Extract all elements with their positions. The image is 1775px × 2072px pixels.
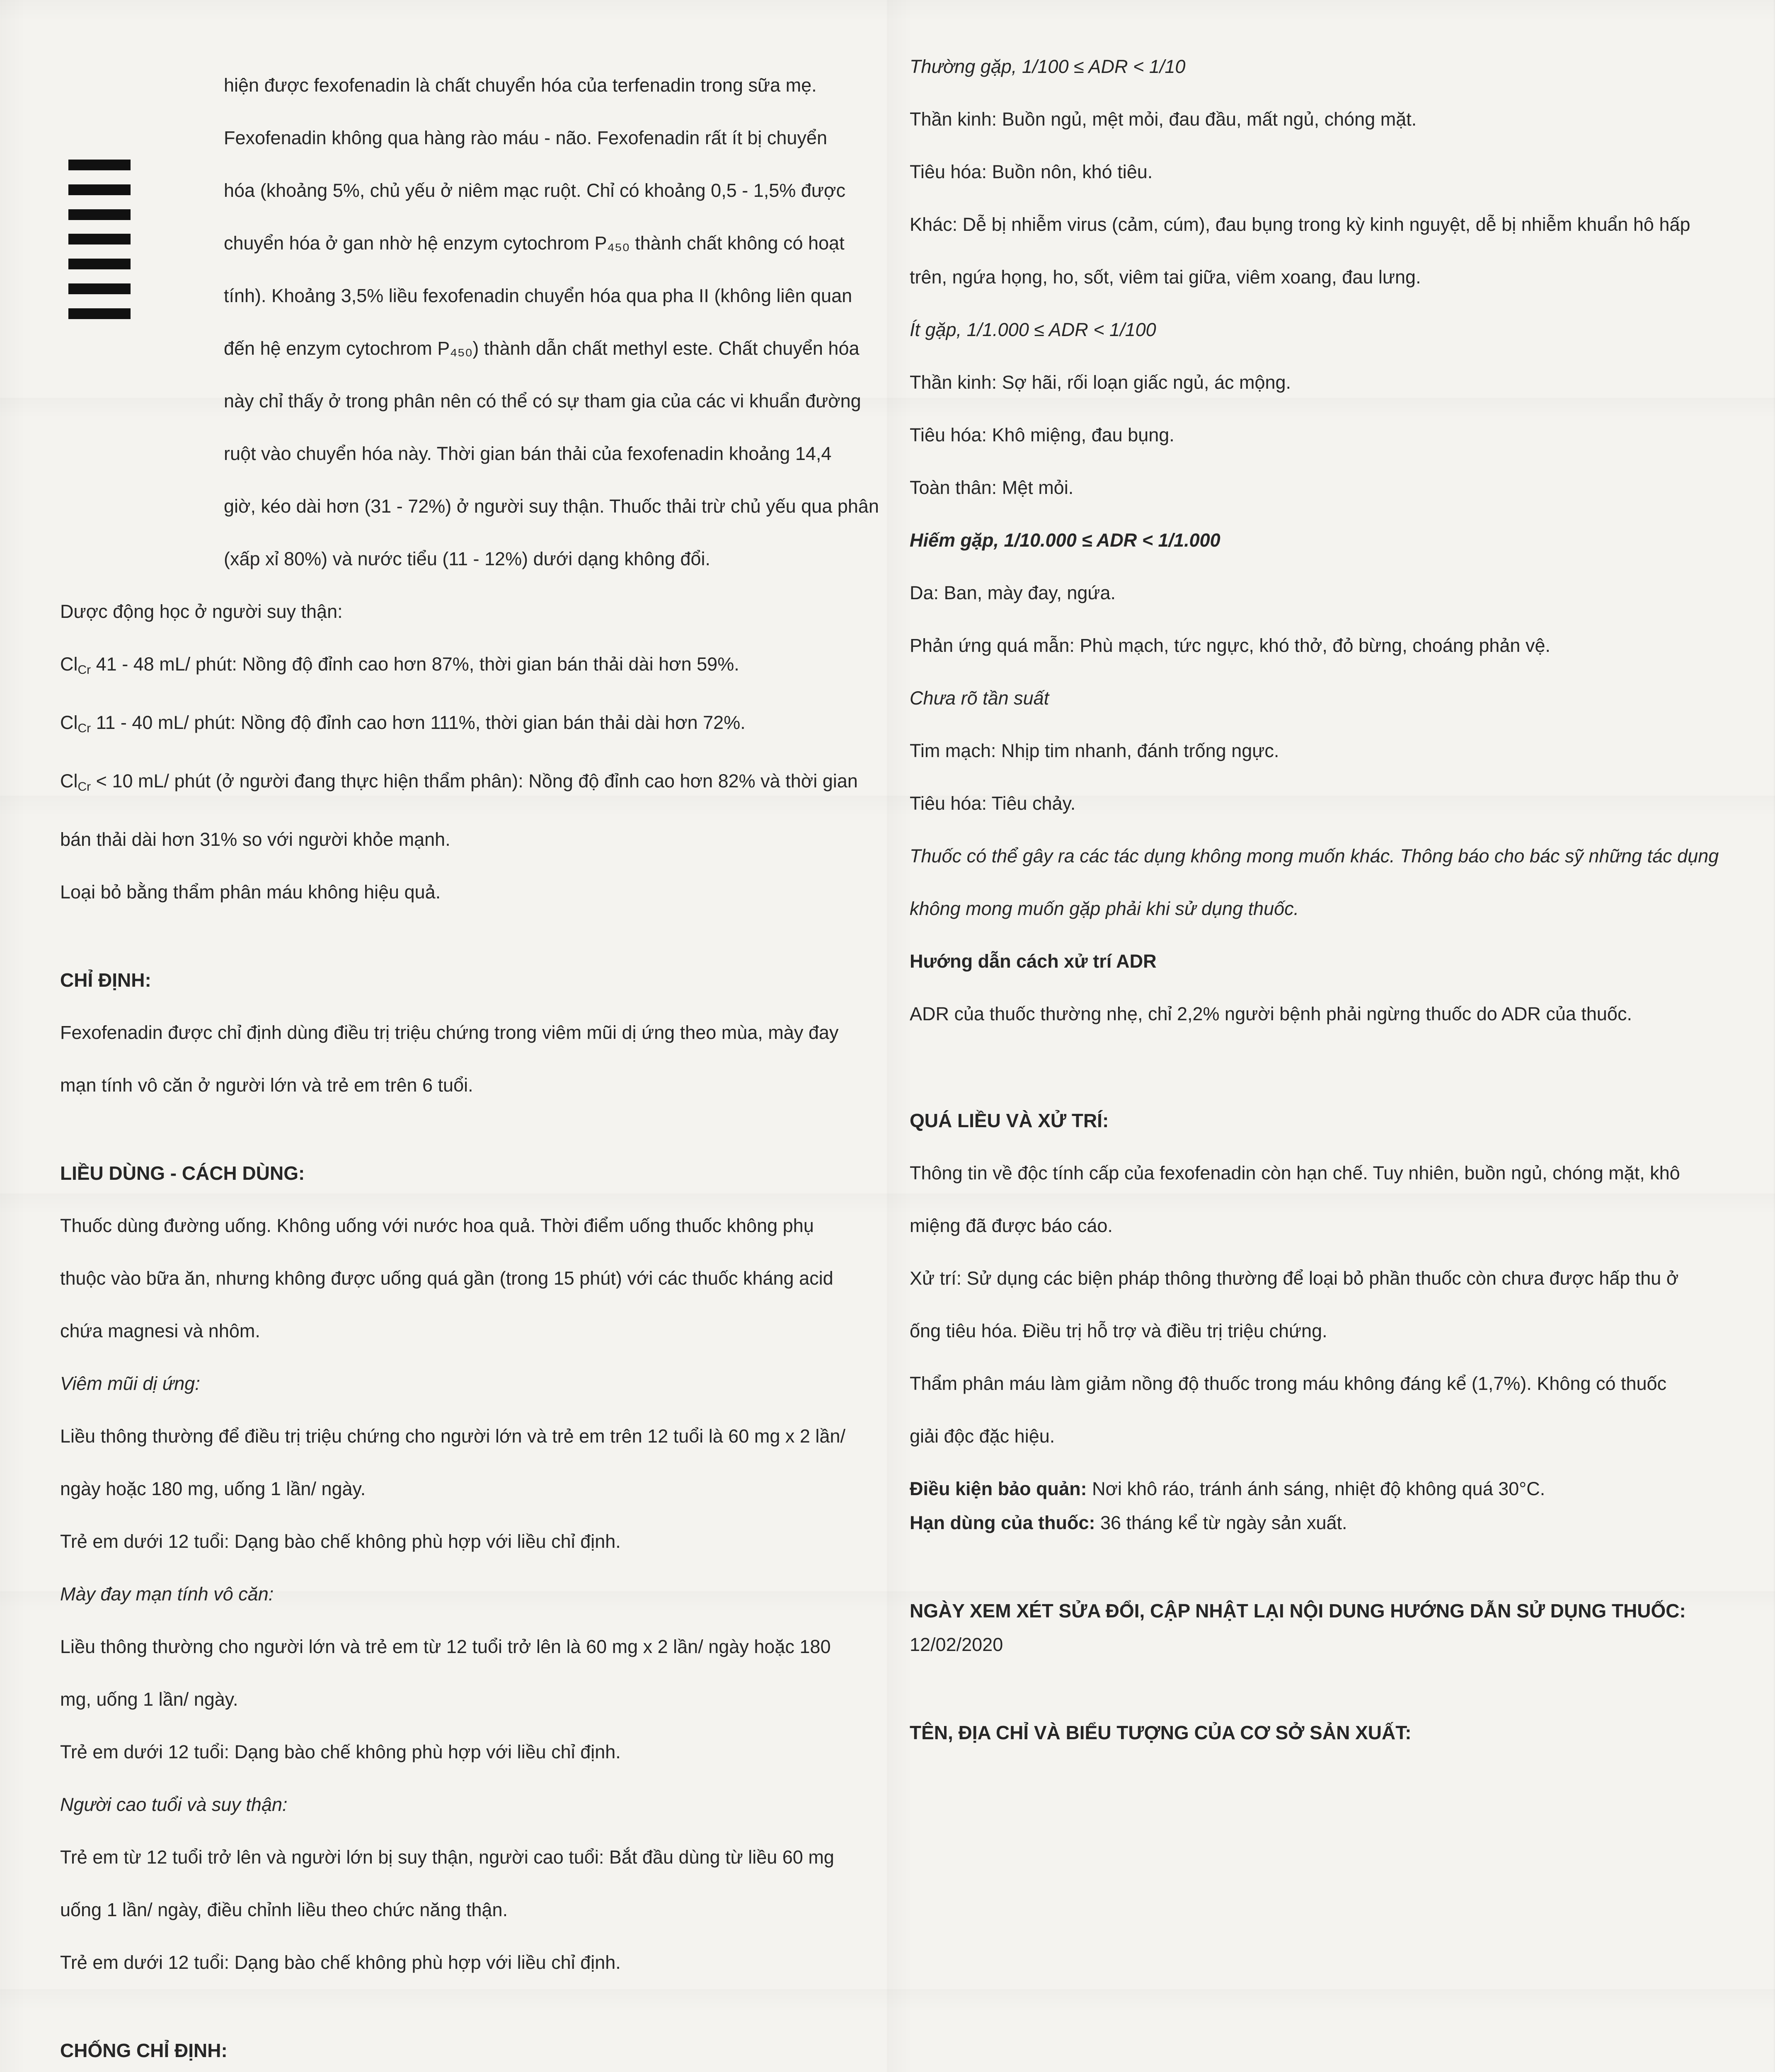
clearance-subscript: Cr: [77, 663, 91, 677]
clearance-subscript: Cr: [77, 780, 91, 794]
text-line: Xử trí: Sử dụng các biện pháp thông thường để loại bỏ phần thuốc còn chưa được hấp thu ở: [910, 1268, 1679, 1289]
text-line: ngày hoặc 180 mg, uống 1 lần/ ngày.: [60, 1478, 366, 1499]
renal-clearance-line: [60, 647, 885, 687]
unknown-adr-text: [910, 734, 1722, 821]
text-line: Tiêu hóa: Tiêu chảy.: [910, 793, 1076, 814]
rhinitis-text: [60, 1419, 885, 1559]
expiry-value: 36 tháng kể từ ngày sản xuất.: [1095, 1512, 1347, 1533]
text-line: hóa (khoảng 5%, chủ yếu ở niêm mạc ruột. Chỉ có khoảng 0,5 - 1,5% được: [224, 180, 845, 201]
renal-pk-list: [60, 647, 885, 804]
text-line: Thuốc dùng đường uống. Không uống với nước hoa quả. Thời điểm uống thuốc không phụ: [60, 1215, 814, 1236]
rhinitis-subtitle: Viêm mũi dị ứng:: [60, 1373, 200, 1394]
text-line: Thần kinh: Buồn ngủ, mệt mỏi, đau đầu, mất ngủ, chóng mặt.: [910, 109, 1417, 130]
text-line: Thuốc có thể gây ra các tác dụng không mong muốn khác. Thông báo cho bác sỹ những tác dụng: [910, 845, 1719, 867]
text-line: ruột vào chuyển hóa này. Thời gian bán thải của fexofenadin khoảng 14,4: [224, 443, 832, 464]
review-date: 12/02/2020: [910, 1634, 1003, 1655]
rare-adr-title: Hiếm gặp, 1/10.000 ≤ ADR < 1/1.000: [910, 530, 1220, 551]
common-adr-title: Thường gặp, 1/100 ≤ ADR < 1/10: [910, 56, 1186, 77]
text-line: miệng đã được báo cáo.: [910, 1215, 1113, 1236]
text-line: chứa magnesi và nhôm.: [60, 1320, 260, 1341]
unknown-adr-title: Chưa rõ tần suất: [910, 687, 1049, 709]
renal-pk-extra: [60, 823, 885, 909]
review-heading: NGÀY XEM XÉT SỬA ĐỔI, CẬP NHẬT LẠI NỘI DUNG HƯỚNG DẪN SỬ DỤNG THUỐC:: [910, 1600, 1686, 1622]
text-line: Fexofenadin không qua hàng rào máu - não. Fexofenadin rất ít bị chuyển: [224, 127, 827, 148]
text-line: Liều thông thường để điều trị triệu chứng cho người lớn và trẻ em trên 12 tuổi là 60 mg x 2 lần/: [60, 1426, 845, 1447]
text-line: Thần kinh: Sợ hãi, rối loạn giấc ngủ, ác mộng.: [910, 372, 1291, 393]
uncommon-adr-title: Ít gặp, 1/1.000 ≤ ADR < 1/100: [910, 319, 1156, 340]
expiry-line: [910, 1506, 1722, 1540]
text-line: mg, uống 1 lần/ ngày.: [60, 1689, 238, 1710]
renal-clearance-line: [60, 706, 885, 746]
pk-paragraph: [60, 68, 885, 576]
overdose-text: [910, 1156, 1722, 1453]
text-line: Phản ứng quá mẫn: Phù mạch, tức ngực, khó thở, đỏ bừng, choáng phản vệ.: [910, 635, 1550, 656]
text-line: Trẻ em dưới 12 tuổi: Dạng bào chế không phù hợp với liều chỉ định.: [60, 1531, 621, 1552]
urticaria-text: [60, 1630, 885, 1769]
text-line: này chỉ thấy ở trong phân nên có thể có sự tham gia của các vi khuẩn đường: [224, 390, 861, 411]
clearance-symbol: Cl: [60, 654, 78, 675]
text-line: Tim mạch: Nhịp tim nhanh, đánh trống ngực.: [910, 740, 1279, 761]
text-line: Thông tin về độc tính cấp của fexofenadin còn hạn chế. Tuy nhiên, buồn ngủ, chóng mặt, khô: [910, 1162, 1680, 1184]
adr-handling-title: Hướng dẫn cách xử trí ADR: [910, 951, 1157, 972]
text-line: tính). Khoảng 3,5% liều fexofenadin chuyển hóa qua pha II (không liên quan: [224, 285, 852, 306]
clearance-text: 41 - 48 mL/ phút: Nồng độ đỉnh cao hơn 87%, thời gian bán thải dài hơn 59%.: [91, 654, 739, 675]
text-line: Fexofenadin được chỉ định dùng điều trị triệu chứng trong viêm mũi dị ứng theo mùa, mày đay: [60, 1022, 839, 1043]
text-line: uống 1 lần/ ngày, điều chỉnh liều theo chức năng thận.: [60, 1899, 508, 1920]
text-line: chuyển hóa ở gan nhờ hệ enzym cytochrom P₄₅₀ thành chất không có hoạt: [224, 232, 845, 254]
adr-notice: [910, 839, 1722, 926]
dosage-intro: [60, 1209, 885, 1348]
clearance-text: < 10 mL/ phút (ở người đang thực hiện thẩm phân): Nồng độ đỉnh cao hơn 82% và thời gian: [91, 770, 858, 792]
overdose-heading: QUÁ LIỀU VÀ XỬ TRÍ:: [910, 1110, 1109, 1131]
storage-line: [910, 1472, 1722, 1506]
text-line: Thẩm phân máu làm giảm nồng độ thuốc trong máu không đáng kể (1,7%). Không có thuốc: [910, 1373, 1667, 1394]
dosage-heading: LIỀU DÙNG - CÁCH DÙNG:: [60, 1162, 305, 1184]
clearance-symbol: Cl: [60, 770, 78, 792]
text-line: giờ, kéo dài hơn (31 - 72%) ở người suy thận. Thuốc thải trừ chủ yếu qua phân: [224, 496, 879, 517]
clearance-text: 11 - 40 mL/ phút: Nồng độ đỉnh cao hơn 111%, thời gian bán thải dài hơn 72%.: [91, 712, 746, 733]
indications-text: [60, 1016, 885, 1102]
text-line: Khác: Dễ bị nhiễm virus (cảm, cúm), đau bụng trong kỳ kinh nguyệt, dễ bị nhiễm khuẩn hô hấp: [910, 214, 1690, 235]
text-line: Trẻ em từ 12 tuổi trở lên và người lớn bị suy thận, người cao tuổi: Bắt đầu dùng từ liều 60 mg: [60, 1847, 834, 1868]
clearance-symbol: Cl: [60, 712, 78, 733]
contraindications-heading: CHỐNG CHỈ ĐỊNH:: [60, 2040, 228, 2061]
text-line: Tiêu hóa: Khô miệng, đau bụng.: [910, 424, 1174, 445]
text-line: (xấp xỉ 80%) và nước tiểu (11 - 12%) dưới dạng không đổi.: [224, 548, 711, 569]
indications-heading: CHỈ ĐỊNH:: [60, 969, 151, 991]
text-line: Liều thông thường cho người lớn và trẻ em từ 12 tuổi trở lên là 60 mg x 2 lần/ ngày hoặc 180: [60, 1636, 831, 1657]
elderly-text: [60, 1840, 885, 1980]
text-line: Da: Ban, mày đay, ngứa.: [910, 582, 1116, 603]
text-line: ADR của thuốc thường nhẹ, chỉ 2,2% người bệnh phải ngừng thuốc do ADR của thuốc.: [910, 1003, 1632, 1024]
text-line: mạn tính vô căn ở người lớn và trẻ em trên 6 tuổi.: [60, 1075, 473, 1096]
uncommon-adr-text: [910, 366, 1722, 505]
clearance-subscript: Cr: [77, 721, 91, 735]
text-line: không mong muốn gặp phải khi sử dụng thuốc.: [910, 898, 1299, 919]
text-line: Loại bỏ bằng thẩm phân máu không hiệu quả.: [60, 881, 441, 903]
adr-handling-text: [910, 997, 1722, 1031]
text-line: trên, ngứa họng, ho, sốt, viêm tai giữa, viêm xoang, đau lưng.: [910, 266, 1421, 288]
text-line: Toàn thân: Mệt mỏi.: [910, 477, 1074, 498]
text-line: ống tiêu hóa. Điều trị hỗ trợ và điều trị triệu chứng.: [910, 1320, 1327, 1341]
text-line: Trẻ em dưới 12 tuổi: Dạng bào chế không phù hợp với liều chỉ định.: [60, 1952, 621, 1973]
renal-pk-title: Dược động học ở người suy thận:: [60, 601, 343, 622]
manufacturer-heading: TÊN, ĐỊA CHỈ VÀ BIỂU TƯỢNG CỦA CƠ SỞ SẢN XUẤT:: [910, 1722, 1412, 1743]
expiry-label: Hạn dùng của thuốc:: [910, 1512, 1095, 1533]
text-line: bán thải dài hơn 31% so với người khỏe mạnh.: [60, 829, 450, 850]
urticaria-subtitle: Mày đay mạn tính vô căn:: [60, 1583, 274, 1605]
rare-adr-text: [910, 576, 1722, 663]
text-line: Tiêu hóa: Buồn nôn, khó tiêu.: [910, 161, 1153, 182]
storage-value: Nơi khô ráo, tránh ánh sáng, nhiệt độ không quá 30°C.: [1087, 1478, 1545, 1499]
common-adr-text: [910, 102, 1722, 294]
elderly-subtitle: Người cao tuổi và suy thận:: [60, 1794, 288, 1815]
storage-label: Điều kiện bảo quản:: [910, 1478, 1087, 1499]
right-column: [910, 50, 1722, 1750]
text-line: thuộc vào bữa ăn, nhưng không được uống quá gần (trong 15 phút) với các thuốc kháng acid: [60, 1268, 833, 1289]
text-line: hiện được fexofenadin là chất chuyển hóa của terfenadin trong sữa mẹ.: [224, 75, 817, 96]
text-line: đến hệ enzym cytochrom P₄₅₀) thành dẫn chất methyl este. Chất chuyển hóa: [224, 338, 860, 359]
text-line: Trẻ em dưới 12 tuổi: Dạng bào chế không phù hợp với liều chỉ định.: [60, 1741, 621, 1762]
text-line: giải độc đặc hiệu.: [910, 1426, 1055, 1447]
left-column: [60, 50, 885, 2072]
renal-clearance-line: [60, 764, 885, 804]
